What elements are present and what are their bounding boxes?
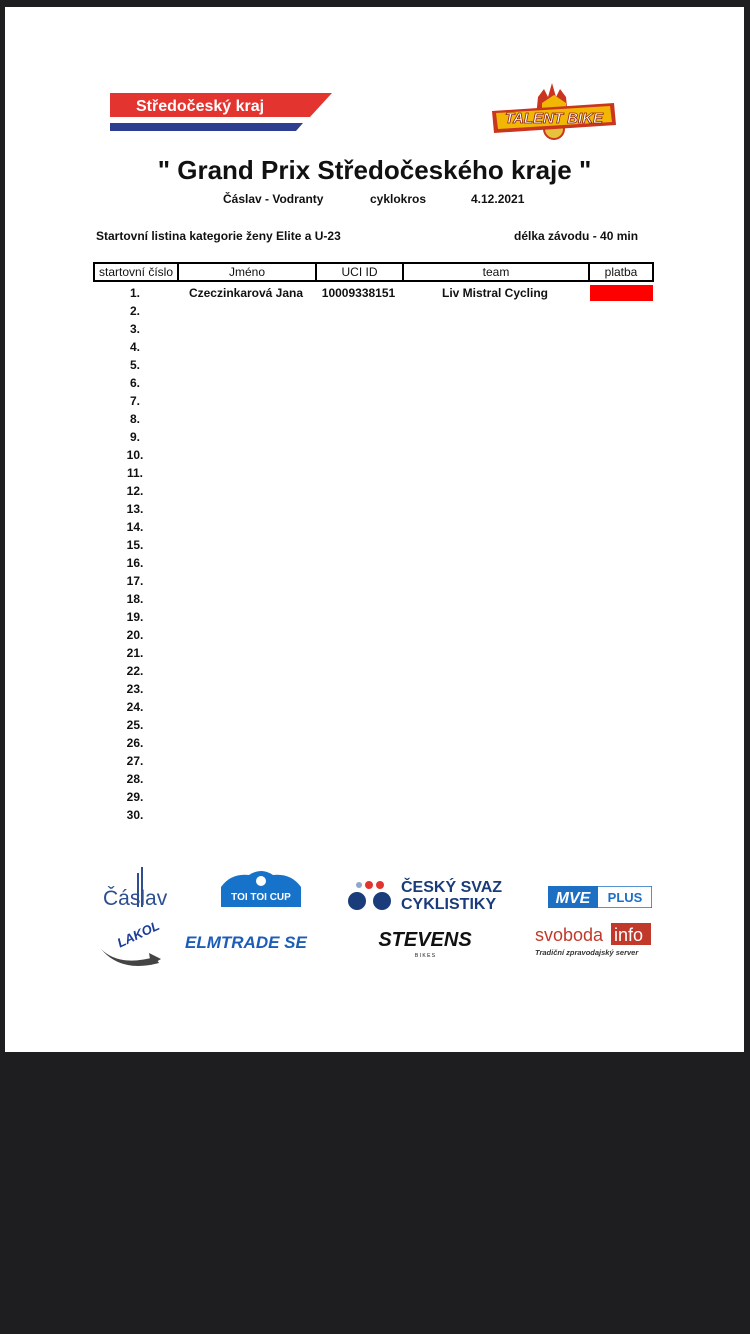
- payment-status-cell: [590, 555, 653, 571]
- event-date: 4.12.2021: [471, 192, 525, 206]
- payment-status-cell: [590, 285, 653, 301]
- caslav-logo: [103, 865, 213, 911]
- payment-status-cell: [590, 501, 653, 517]
- table-row: [93, 446, 654, 464]
- toitoi-logo-text: TOI TOI CUP: [231, 892, 291, 903]
- start-number-cell: 11.: [126, 466, 144, 480]
- event-discipline: cyklokros: [370, 192, 427, 206]
- mve-logo-text: MVE: [555, 890, 591, 907]
- table-row: [93, 428, 654, 446]
- payment-status-cell: [590, 591, 653, 607]
- table-row: [93, 806, 654, 824]
- document-page: [5, 7, 744, 1052]
- csc-logo-line1: ČESKÝ SVAZ: [401, 879, 503, 896]
- payment-status-cell: [590, 483, 653, 499]
- payment-status-cell: [590, 375, 653, 391]
- payment-status-cell: [590, 753, 653, 769]
- table-row: [93, 284, 654, 302]
- stevens-bikes-logo: [349, 927, 503, 961]
- stevens-sub-text: B I K E S: [414, 953, 436, 959]
- payment-status-cell: [590, 807, 653, 823]
- category-label: Startovní listina kategorie ženy Elite a U-23: [96, 229, 341, 243]
- elmtrade-logo: [185, 929, 325, 955]
- table-row: [93, 626, 654, 644]
- start-number-cell: 25.: [126, 718, 144, 732]
- rider-name-cell: Czeczinkarová Jana: [188, 286, 304, 300]
- table-row: [93, 572, 654, 590]
- stevens-logo-text: STEVENS: [378, 929, 472, 951]
- svoboda-info-text: info: [614, 925, 644, 945]
- payment-status-cell: [590, 771, 653, 787]
- talent-logo-text: TALENT BIKE: [504, 110, 604, 127]
- column-header-start-number: startovní číslo: [95, 264, 179, 280]
- start-number-cell: 1.: [129, 286, 140, 300]
- start-number-cell: 4.: [129, 340, 140, 354]
- svoboda-info-logo: [533, 921, 653, 961]
- start-number-cell: 28.: [126, 772, 144, 786]
- start-number-cell: 8.: [129, 412, 140, 426]
- start-number-cell: 13.: [126, 502, 144, 516]
- table-row: [93, 554, 654, 572]
- table-row: [93, 644, 654, 662]
- table-row: [93, 536, 654, 554]
- table-row: [93, 374, 654, 392]
- column-header-team: team: [404, 264, 590, 280]
- table-row: [93, 320, 654, 338]
- payment-status-cell: [590, 717, 653, 733]
- column-header-payment: platba: [604, 265, 638, 279]
- mve-plus-logo: [548, 886, 652, 908]
- payment-status-cell: [590, 339, 653, 355]
- start-number-cell: 29.: [126, 790, 144, 804]
- uci-id-cell: 10009338151: [321, 286, 396, 300]
- table-row: [93, 590, 654, 608]
- start-number-cell: 21.: [126, 646, 144, 660]
- start-number-cell: 20.: [126, 628, 144, 642]
- payment-status-cell: [590, 663, 653, 679]
- payment-status-cell: [590, 789, 653, 805]
- table-row: [93, 662, 654, 680]
- start-number-cell: 27.: [126, 754, 144, 768]
- table-row: [93, 410, 654, 428]
- payment-status-cell: [590, 321, 653, 337]
- start-number-cell: 30.: [126, 808, 144, 822]
- table-row: [93, 464, 654, 482]
- table-row: [93, 680, 654, 698]
- payment-status-cell: [590, 357, 653, 373]
- start-number-cell: 5.: [129, 358, 140, 372]
- svoboda-tagline: Tradiční zpravodajský server: [535, 948, 639, 957]
- table-row: [93, 518, 654, 536]
- plus-logo-text: PLUS: [607, 890, 643, 905]
- start-number-cell: 18.: [126, 592, 144, 606]
- start-number-cell: 22.: [126, 664, 144, 678]
- start-number-cell: 7.: [129, 394, 140, 408]
- start-number-cell: 17.: [126, 574, 144, 588]
- payment-status-cell: [590, 573, 653, 589]
- table-row: [93, 716, 654, 734]
- table-row: [93, 788, 654, 806]
- payment-status-cell: [590, 609, 653, 625]
- payment-status-cell: [590, 411, 653, 427]
- start-number-cell: 3.: [129, 322, 140, 336]
- payment-status-cell: [590, 699, 653, 715]
- lakol-logo: [99, 921, 163, 967]
- table-header: [93, 262, 654, 282]
- caslav-logo-text: Čáslav: [103, 887, 168, 910]
- start-number-cell: 10.: [126, 448, 144, 462]
- race-length: délka závodu - 40 min: [514, 229, 639, 243]
- start-number-cell: 9.: [129, 430, 140, 444]
- table-row: [93, 734, 654, 752]
- start-number-cell: 26.: [126, 736, 144, 750]
- payment-status-cell: [590, 447, 653, 463]
- page-title: " Grand Prix Středočeského kraje ": [157, 155, 592, 185]
- stredocesky-kraj-logo: [110, 93, 332, 131]
- payment-status-cell: [590, 465, 653, 481]
- start-number-cell: 23.: [126, 682, 144, 696]
- svoboda-logo-text: svoboda: [535, 925, 604, 945]
- elmtrade-logo-text: ELMTRADE SE: [185, 933, 307, 952]
- table-row: [93, 500, 654, 518]
- column-header-uci-id: UCI ID: [317, 264, 404, 280]
- table-row: [93, 770, 654, 788]
- payment-status-cell: [590, 645, 653, 661]
- start-number-cell: 24.: [126, 700, 144, 714]
- payment-status-cell: [590, 537, 653, 553]
- table-row: [93, 392, 654, 410]
- start-number-cell: 19.: [126, 610, 144, 624]
- payment-status-cell: [590, 303, 653, 319]
- table-row: [93, 608, 654, 626]
- start-number-cell: 15.: [126, 538, 144, 552]
- event-location: Čáslav - Vodranty: [223, 192, 324, 206]
- start-number-cell: 2.: [129, 304, 140, 318]
- team-cell: Liv Mistral Cycling: [441, 286, 549, 300]
- payment-status-cell: [590, 627, 653, 643]
- payment-status-cell: [590, 681, 653, 697]
- table-row: [93, 482, 654, 500]
- payment-status-cell: [590, 393, 653, 409]
- payment-status-cell: [590, 519, 653, 535]
- start-number-cell: 6.: [129, 376, 140, 390]
- start-number-cell: 14.: [126, 520, 144, 534]
- talent-bike-logo: [490, 79, 618, 143]
- payment-status-cell: [590, 735, 653, 751]
- table-row: [93, 698, 654, 716]
- payment-status-cell: [590, 429, 653, 445]
- table-row: [93, 338, 654, 356]
- toitoi-cup-logo: [219, 869, 303, 909]
- kraj-logo-text: Středočeský kraj: [136, 98, 265, 115]
- cesky-svaz-cyklistiky-logo: [345, 875, 511, 915]
- start-number-cell: 12.: [126, 484, 144, 498]
- lakol-logo-text: LAKOL: [114, 921, 162, 951]
- csc-logo-line2: CYKLISTIKY: [401, 896, 497, 913]
- table-row: [93, 302, 654, 320]
- column-header-name: Jméno: [179, 264, 317, 280]
- table-row: [93, 356, 654, 374]
- start-number-cell: 16.: [126, 556, 144, 570]
- table-row: [93, 752, 654, 770]
